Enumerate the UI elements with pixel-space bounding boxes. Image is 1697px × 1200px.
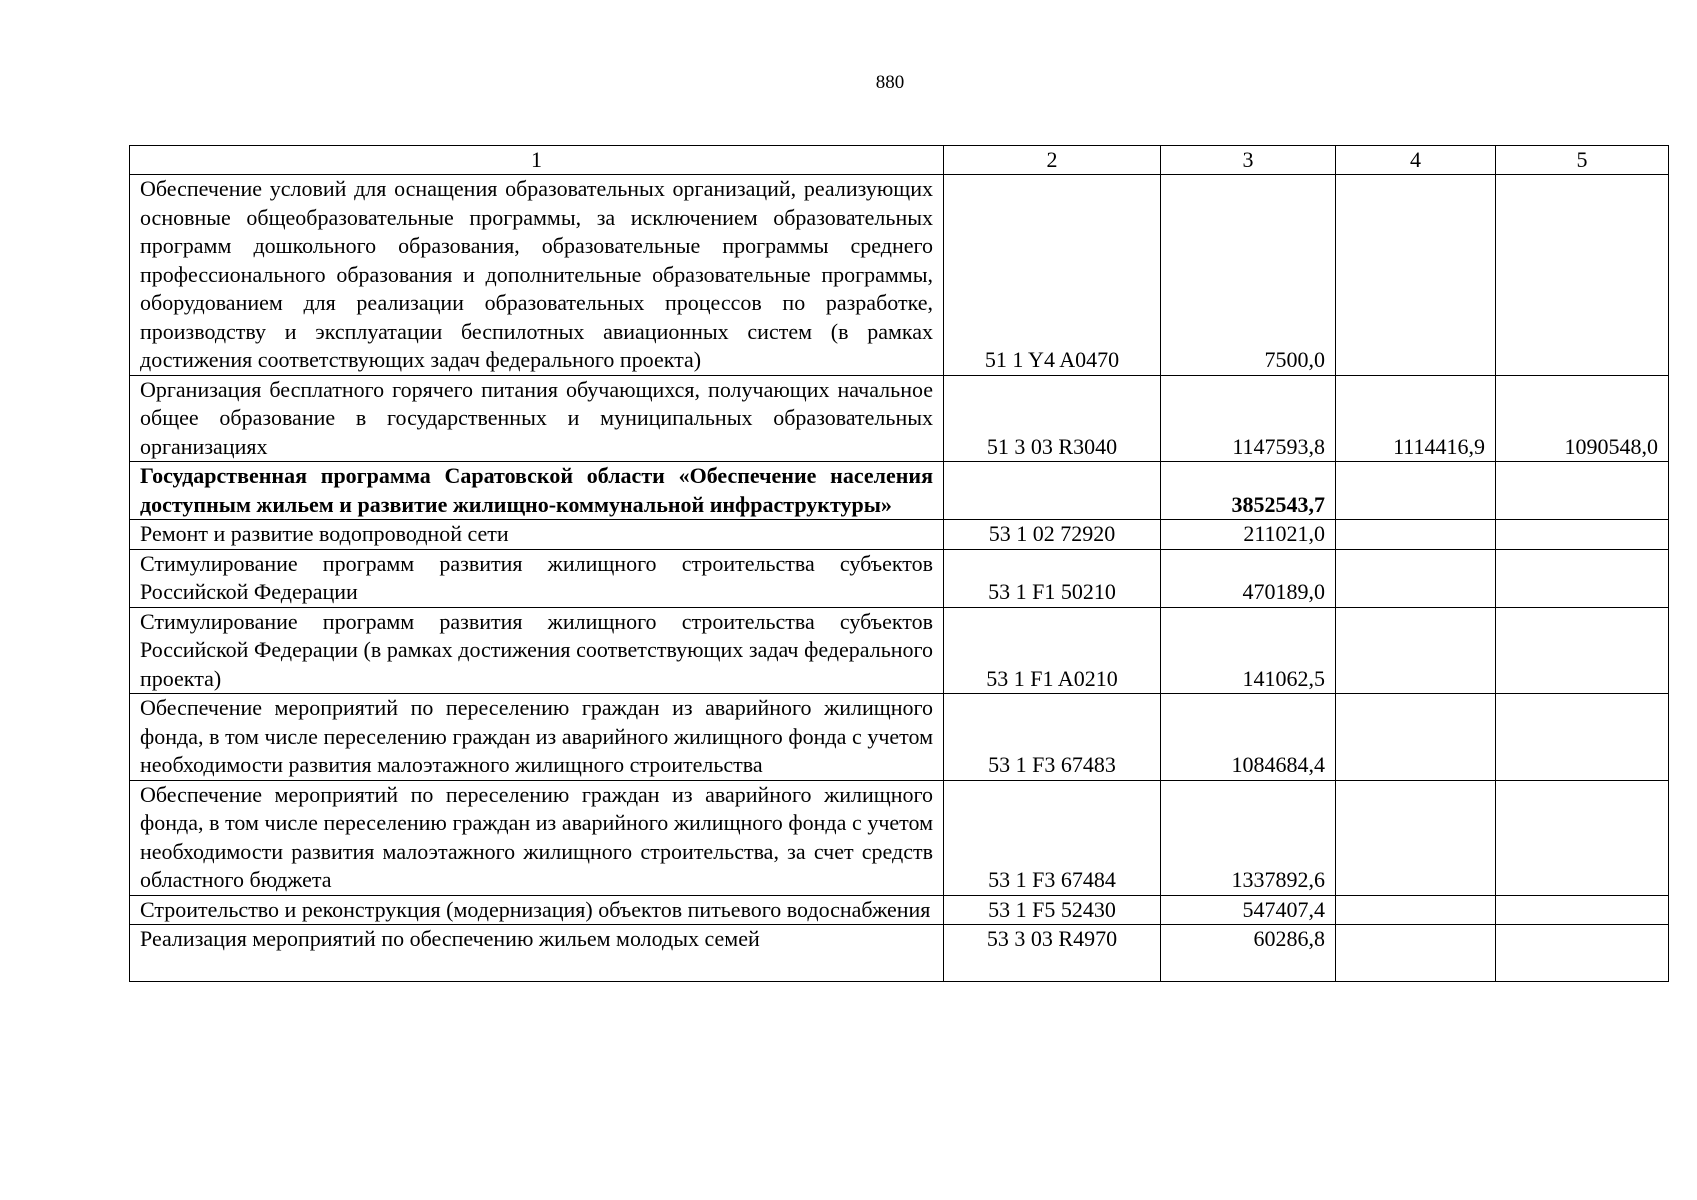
row-amount-col5 — [1496, 780, 1669, 895]
row-description: Стимулирование программ развития жилищного строительства субъектов Российской Федерации — [130, 549, 944, 607]
table-row — [130, 780, 1669, 895]
row-amount-col3: 470189,0 — [1161, 549, 1336, 607]
row-amount-col4 — [1336, 175, 1496, 376]
page-number: 880 — [875, 72, 905, 93]
header-col-4: 4 — [1336, 146, 1496, 175]
row-description: Ремонт и развитие водопроводной сети — [130, 520, 944, 550]
row-amount-col4: 1114416,9 — [1336, 375, 1496, 462]
header-col-2: 2 — [944, 146, 1161, 175]
row-amount-col5 — [1496, 607, 1669, 694]
row-description: Стимулирование программ развития жилищного строительства субъектов Российской Федерации (в рамках достижения соответствующих задач федерального проекта) — [130, 607, 944, 694]
row-description: Обеспечение мероприятий по переселению граждан из аварийного жилищного фонда, в том числе переселению граждан из аварийного жилищного фонда с учетом необходимости развития малоэтажного жилищного строительства, за счет средств областного бюджета — [130, 780, 944, 895]
row-code: 53 1 F5 52430 — [944, 895, 1161, 925]
row-amount-col4 — [1336, 462, 1496, 520]
header-col-3: 3 — [1161, 146, 1336, 175]
row-amount-col4 — [1336, 925, 1496, 982]
row-amount-col3: 1147593,8 — [1161, 375, 1336, 462]
row-code: 53 1 F1 50210 — [944, 549, 1161, 607]
row-amount-col3: 141062,5 — [1161, 607, 1336, 694]
row-amount-col4 — [1336, 607, 1496, 694]
row-amount-col5 — [1496, 895, 1669, 925]
table-row-program-heading — [130, 462, 1669, 520]
row-amount-col5 — [1496, 549, 1669, 607]
row-code: 53 1 F1 A0210 — [944, 607, 1161, 694]
row-amount-col4 — [1336, 694, 1496, 781]
row-amount-col5 — [1496, 520, 1669, 550]
row-amount-col3: 211021,0 — [1161, 520, 1336, 550]
row-description: Обеспечение мероприятий по переселению граждан из аварийного жилищного фонда, в том числе переселению граждан из аварийного жилищного фонда с учетом необходимости развития малоэтажного жилищного строительства — [130, 694, 944, 781]
row-amount-col5 — [1496, 175, 1669, 376]
row-amount-col4 — [1336, 780, 1496, 895]
table-row — [130, 925, 1669, 982]
row-amount-col4 — [1336, 549, 1496, 607]
row-amount-col5 — [1496, 694, 1669, 781]
row-code: 53 1 F3 67483 — [944, 694, 1161, 781]
row-description: Обеспечение условий для оснащения образовательных организаций, реализующих основные общеобразовательные программы, за исключением образовательных программ дошкольного образования, образовательные программы среднего профессионального образования и дополнительные образовательные программы, оборудованием для реализации образовательных процессов по разработке, производству и эксплуатации беспилотных авиационных систем (в рамках достижения соответствующих задач федерального проекта) — [130, 175, 944, 376]
row-code: 53 1 F3 67484 — [944, 780, 1161, 895]
row-amount-col5: 1090548,0 — [1496, 375, 1669, 462]
row-code — [944, 462, 1161, 520]
row-amount-col3: 7500,0 — [1161, 175, 1336, 376]
table-row — [130, 375, 1669, 462]
row-amount-col5 — [1496, 462, 1669, 520]
header-col-5: 5 — [1496, 146, 1669, 175]
table-row — [130, 520, 1669, 550]
row-amount-col4 — [1336, 520, 1496, 550]
row-code: 53 1 02 72920 — [944, 520, 1161, 550]
row-amount-col3: 547407,4 — [1161, 895, 1336, 925]
row-code: 51 3 03 R3040 — [944, 375, 1161, 462]
row-description: Государственная программа Саратовской области «Обеспечение населения доступным жильем и развитие жилищно-коммунальной инфраструктуры» — [130, 462, 944, 520]
budget-table — [129, 145, 1669, 982]
row-description: Строительство и реконструкция (модернизация) объектов питьевого водоснабжения — [130, 895, 944, 925]
row-amount-col3: 1337892,6 — [1161, 780, 1336, 895]
row-amount-col4 — [1336, 895, 1496, 925]
header-col-1: 1 — [130, 146, 944, 175]
table-row — [130, 694, 1669, 781]
table-header-row — [130, 146, 1669, 175]
row-code: 51 1 Y4 A0470 — [944, 175, 1161, 376]
row-description: Реализация мероприятий по обеспечению жильем молодых семей — [130, 925, 944, 982]
row-code: 53 3 03 R4970 — [944, 925, 1161, 982]
row-amount-col3: 1084684,4 — [1161, 694, 1336, 781]
row-amount-col3: 60286,8 — [1161, 925, 1336, 982]
table-row — [130, 549, 1669, 607]
table-row — [130, 895, 1669, 925]
row-description: Организация бесплатного горячего питания обучающихся, получающих начальное общее образование в государственных и муниципальных образовательных организациях — [130, 375, 944, 462]
table-row — [130, 607, 1669, 694]
table-row — [130, 175, 1669, 376]
row-amount-col5 — [1496, 925, 1669, 982]
row-amount-col3: 3852543,7 — [1161, 462, 1336, 520]
